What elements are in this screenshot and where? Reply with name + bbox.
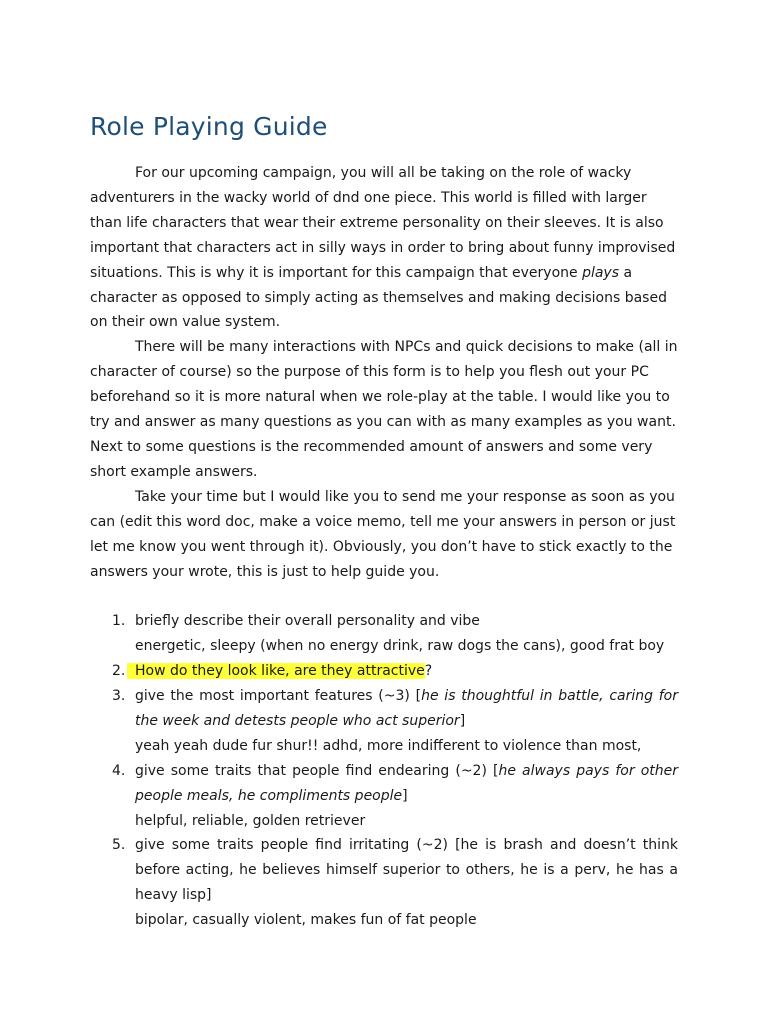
answer-text: bipolar, casually violent, makes fun of fat people [135,912,477,929]
question-text [135,759,678,809]
intro-text-b: a character as opposed to simply acting as themselves and making decisions based on their own value system. [90,264,667,331]
highlighted-question: How do they look like, are they attractive [127,663,425,679]
question-item-1 [90,609,678,659]
question-item-4 [90,759,678,834]
question-lead: give some traits that people find endearing (~2) [ [135,762,499,779]
paragraph-spacer [90,584,678,609]
question-number: 3. [112,688,126,705]
question-number: 5. [112,837,126,854]
document-body [90,161,678,933]
question-number: 2. [112,663,126,680]
document-title: Role Playing Guide [90,112,328,141]
purpose-paragraph: There will be many interactions with NPCs and quick decisions to make (all in character of course) so the purpose of this form is to help you flesh out your PC beforehand so it is more natural when we role-play at the table. I would like you to try and answer as many questions as you can with as many examples as you want. Next to some questions is the recommended amount of answers and some very short example answers. [90,339,678,480]
question-list [90,609,678,933]
question-number: 1. [112,613,126,630]
instructions-paragraph: Take your time but I would like you to send me your response as soon as you can (edit this word doc, make a voice memo, tell me your answers in person or just let me know you went through it). Obviously, you don’t have to stick exactly to the answers your wrote, this is just to help guide you. [90,488,676,580]
answer-text: helpful, reliable, golden retriever [135,812,366,829]
question-item-2 [90,659,678,684]
answer-text: energetic, sleepy (when no energy drink, raw dogs the cans), good frat boy [135,638,665,655]
intro-text-a: For our upcoming campaign, you will all be taking on the role of wacky adventurers in the wacky world of dnd one piece. This world is filled with larger than life characters that wear their extreme personality on their sleeves. It is also important that characters act in silly ways in order to bring about funny improvised situations. This is why it is important for this campaign that everyone [90,165,676,281]
answer-text: yeah yeah dude fur shur!! adhd, more indifferent to violence than most, [135,737,642,754]
intro-emphasis: plays [582,264,620,281]
question-text [135,684,678,734]
question-item-3 [90,684,678,759]
question-text: give some traits people find irritating (~2) [he is brash and doesn’t think before acting, he believes himself superior to others, he is a perv, he has a heavy lisp] [135,837,678,904]
question-suffix: ? [424,663,433,680]
question-item-5 [90,833,678,933]
question-example: he always pays for other people meals, he compliments people [135,762,678,804]
question-close: ] [402,787,408,804]
intro-paragraph [90,161,678,335]
question-close: ] [459,712,466,729]
question-text [135,659,678,684]
question-example: he is thoughtful in battle, caring for the week and detests people who act superior [135,688,678,729]
question-lead: give the most important features (~3) [ [135,688,422,705]
question-text: briefly describe their overall personality and vibe [135,613,480,630]
question-number: 4. [112,762,126,779]
